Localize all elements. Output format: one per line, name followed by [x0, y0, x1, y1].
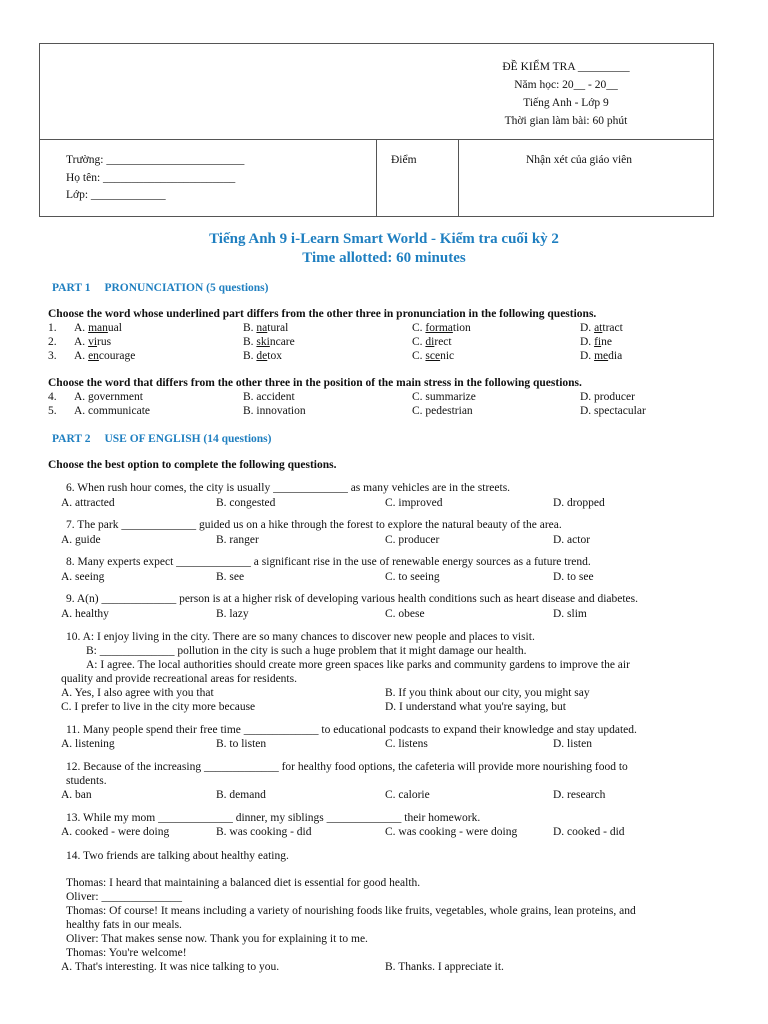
- q14-line-2: Oliver: ______________: [66, 891, 182, 903]
- part1-name: PRONUNCIATION (5 questions): [104, 282, 269, 294]
- option-b[interactable]: B. detox: [243, 350, 282, 362]
- answer-option-d[interactable]: D. to see: [553, 571, 594, 583]
- teacher-comment-label: Nhận xét của giáo viên: [526, 154, 633, 166]
- option-c[interactable]: C. scenic: [412, 350, 455, 362]
- part2-heading: [52, 433, 271, 445]
- question-number: 3.: [48, 350, 57, 362]
- answer-option-b[interactable]: B. ranger: [216, 534, 259, 546]
- q14-text: 14. Two friends are talking about healthy eating.: [66, 850, 289, 862]
- q14-option-a[interactable]: A. That's interesting. It was nice talking to you.: [61, 961, 280, 973]
- option-d[interactable]: D. producer: [580, 391, 635, 403]
- pron-question-row: [0, 350, 768, 364]
- part1-instruction-2: Choose the word that differs from the other three in the position of the main stress in the following questions.: [48, 377, 582, 389]
- option-a[interactable]: A. government: [74, 391, 143, 403]
- q10-option-c[interactable]: C. I prefer to live in the city more because: [61, 701, 256, 713]
- option-b[interactable]: B. natural: [243, 322, 289, 334]
- stress-question-row: [0, 391, 768, 405]
- q14-line-3: Thomas: Of course! It means including a variety of nourishing foods like fruits, vegetables, whole grains, lean proteins, and: [66, 905, 636, 917]
- option-c[interactable]: C. formation: [412, 322, 471, 334]
- answer-option-d[interactable]: D. listen: [553, 738, 592, 750]
- q10-line-a2: A: I agree. The local authorities should create more green spaces like parks and community gardens to improve the air: [86, 659, 630, 671]
- q12-text: 12. Because of the increasing _____________ for healthy food options, the cafeteria will provide more nourishing food to: [66, 761, 628, 773]
- part2-number: PART 2: [52, 433, 91, 445]
- option-d[interactable]: D. media: [580, 350, 623, 362]
- answer-option-d[interactable]: D. dropped: [553, 497, 605, 509]
- answer-option-d[interactable]: D. cooked - did: [553, 826, 625, 838]
- stress-question-row: [0, 405, 768, 419]
- answer-option-d[interactable]: D. actor: [553, 534, 591, 546]
- question-text: 6. When rush hour comes, the city is usually _____________ as many vehicles are in the streets.: [66, 482, 511, 494]
- answer-option-c[interactable]: C. calorie: [385, 789, 430, 801]
- option-a[interactable]: A. communicate: [74, 405, 151, 417]
- part1-number: PART 1: [52, 282, 91, 294]
- part2-instruction: Choose the best option to complete the following questions.: [48, 459, 337, 471]
- time-line: Thời gian làm bài: 60 phút: [504, 115, 628, 127]
- answer-option-a[interactable]: A. guide: [61, 534, 101, 546]
- q12-text-cont: students.: [66, 775, 107, 787]
- option-a[interactable]: A. encourage: [74, 350, 136, 362]
- answer-option-b[interactable]: B. congested: [216, 497, 276, 509]
- answer-option-a[interactable]: A. attracted: [61, 497, 115, 509]
- school-field[interactable]: Trường: ________________________: [66, 154, 245, 166]
- part1-heading: [52, 282, 268, 294]
- question-number: 5.: [48, 405, 57, 417]
- subject-line: Tiếng Anh - Lớp 9: [523, 97, 609, 109]
- answer-option-c[interactable]: C. listens: [385, 738, 428, 750]
- answer-option-d[interactable]: D. research: [553, 789, 606, 801]
- part2-name: USE OF ENGLISH (14 questions): [104, 433, 272, 445]
- option-d[interactable]: D. spectacular: [580, 405, 646, 417]
- answer-option-b[interactable]: B. to listen: [216, 738, 267, 750]
- q14-line-4: Oliver: That makes sense now. Thank you for explaining it to me.: [66, 933, 368, 945]
- pron-question-row: [0, 336, 768, 350]
- score-label: Điểm: [391, 154, 417, 166]
- question-text: 9. A(n) _____________ person is at a higher risk of developing various health conditions such as heart disease and diabetes.: [66, 593, 638, 605]
- q14-line-1: Thomas: I heard that maintaining a balanced diet is essential for good health.: [66, 877, 421, 889]
- divider: [376, 140, 377, 216]
- question-number: 4.: [48, 391, 57, 403]
- header-top-row: [40, 44, 713, 140]
- answer-option-c[interactable]: C. to seeing: [385, 571, 440, 583]
- header-table: [39, 43, 714, 217]
- school-year: Năm học: 20__ - 20__: [514, 79, 618, 91]
- time-allotted: Time allotted: 60 minutes: [302, 250, 466, 266]
- q10-option-d[interactable]: D. I understand what you're saying, but: [385, 701, 566, 713]
- pron-question-row: [0, 322, 768, 336]
- q14-line-5: Thomas: You're welcome!: [66, 947, 187, 959]
- part1-instruction-1: Choose the word whose underlined part differs from the other three in pronunciation in the following questions.: [48, 308, 597, 320]
- answer-option-c[interactable]: C. improved: [385, 497, 443, 509]
- answer-option-b[interactable]: B. was cooking - did: [216, 826, 312, 838]
- divider: [458, 140, 459, 216]
- question-number: 2.: [48, 336, 57, 348]
- answer-option-c[interactable]: C. producer: [385, 534, 440, 546]
- answer-option-a[interactable]: A. cooked - were doing: [61, 826, 170, 838]
- answer-option-c[interactable]: C. was cooking - were doing: [385, 826, 518, 838]
- q14-line-3b: healthy fats in our meals.: [66, 919, 182, 931]
- option-d[interactable]: D. fine: [580, 336, 612, 348]
- class-field[interactable]: Lớp: _____________: [66, 189, 166, 201]
- answer-option-a[interactable]: A. seeing: [61, 571, 105, 583]
- answer-option-a[interactable]: A. ban: [61, 789, 92, 801]
- question-number: 1.: [48, 322, 57, 334]
- q10-option-b[interactable]: B. If you think about our city, you might say: [385, 687, 590, 699]
- option-b[interactable]: B. skincare: [243, 336, 295, 348]
- option-b[interactable]: B. accident: [243, 391, 295, 403]
- name-field[interactable]: Họ tên: _______________________: [66, 171, 236, 184]
- answer-option-b[interactable]: B. demand: [216, 789, 266, 801]
- option-a[interactable]: A. virus: [74, 336, 112, 348]
- answer-option-c[interactable]: C. obese: [385, 608, 425, 620]
- header-bottom-row: [40, 140, 713, 216]
- option-c[interactable]: C. direct: [412, 336, 452, 348]
- question-text: 8. Many experts expect _____________ a significant rise in the use of renewable energy sources as a future trend.: [66, 556, 591, 568]
- q10-option-a[interactable]: A. Yes, I also agree with you that: [61, 687, 214, 699]
- answer-option-a[interactable]: A. healthy: [61, 608, 109, 620]
- option-b[interactable]: B. innovation: [243, 405, 306, 417]
- q10-line-a1: 10. A: I enjoy living in the city. There are so many chances to discover new people and places to visit.: [66, 631, 535, 643]
- question-text: 13. While my mom _____________ dinner, my siblings _____________ their homework.: [66, 812, 481, 824]
- option-c[interactable]: C. pedestrian: [412, 405, 473, 417]
- question-text: 7. The park _____________ guided us on a hike through the forest to explore the natural beauty of the area.: [66, 519, 562, 531]
- answer-option-b[interactable]: B. lazy: [216, 608, 249, 620]
- q14-option-b[interactable]: B. Thanks. I appreciate it.: [385, 961, 504, 973]
- question-text: 11. Many people spend their free time _____________ to educational podcasts to expand their knowledge and stay updated.: [66, 724, 637, 736]
- answer-option-a[interactable]: A. listening: [61, 738, 115, 750]
- option-a[interactable]: A. manual: [74, 322, 122, 334]
- option-c[interactable]: C. summarize: [412, 391, 476, 403]
- student-info: [66, 152, 244, 205]
- exam-info: [416, 58, 716, 130]
- option-d[interactable]: D. attract: [580, 322, 623, 334]
- document-title: Tiếng Anh 9 i-Learn Smart World - Kiểm tra cuối kỳ 2: [209, 231, 559, 247]
- answer-option-b[interactable]: B. see: [216, 571, 245, 583]
- q10-line-a2b: quality and provide recreational areas for residents.: [61, 673, 297, 685]
- exam-title: ĐỀ KIỂM TRA _________: [502, 61, 630, 73]
- q10-line-b: B: _____________ pollution in the city is such a huge problem that it might damage our health.: [86, 645, 527, 657]
- answer-option-d[interactable]: D. slim: [553, 608, 587, 620]
